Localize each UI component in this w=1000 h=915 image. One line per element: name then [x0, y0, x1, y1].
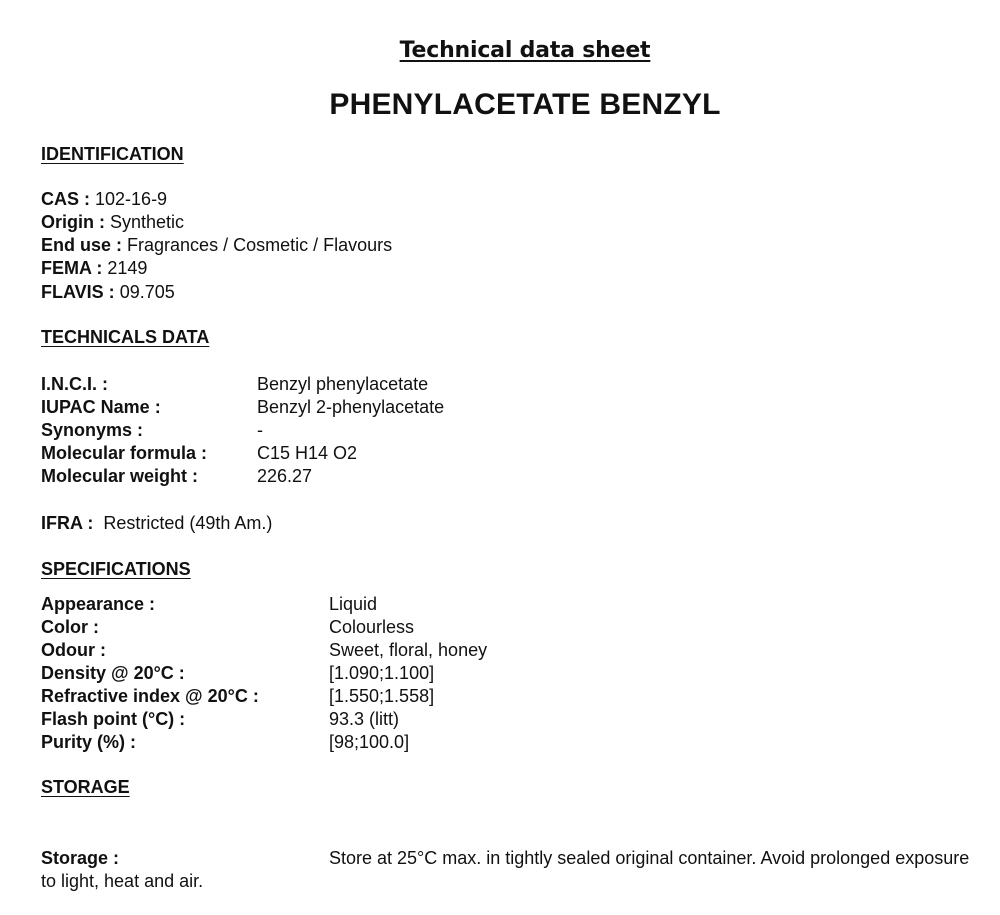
- field-value: -: [257, 420, 263, 440]
- field-label: FEMA :: [41, 258, 103, 278]
- field-label: Origin :: [41, 212, 105, 232]
- field-label: End use :: [41, 235, 123, 255]
- technical-ifra: [41, 512, 272, 535]
- field-value: Store at 25°C max. in tightly sealed original container. Avoid prolonged exposure to light, heat and air.: [41, 848, 970, 891]
- identification-flavis: [41, 281, 175, 304]
- field-value: 09.705: [119, 282, 175, 302]
- field-value: Fragrances / Cosmetic / Flavours: [127, 235, 393, 255]
- field-label: Purity (%) :: [41, 732, 137, 752]
- field-label: Molecular weight :: [41, 466, 199, 486]
- field-label: Flash point (°C) :: [41, 709, 186, 729]
- storage-statement: [41, 847, 971, 893]
- identification-fema: [41, 257, 147, 280]
- field-label: IFRA :: [41, 513, 94, 533]
- product-name: PHENYLACETATE BENZYL: [329, 88, 721, 121]
- storage-heading: STORAGE: [41, 777, 130, 797]
- specifications-heading: SPECIFICATIONS: [41, 559, 191, 579]
- field-label: Storage :: [41, 848, 120, 868]
- field-label: IUPAC Name :: [41, 397, 161, 417]
- field-label: Appearance :: [41, 594, 156, 614]
- field-value: Benzyl phenylacetate: [257, 374, 429, 394]
- field-label: I.N.C.I. :: [41, 374, 108, 394]
- field-value: Sweet, floral, honey: [329, 640, 488, 660]
- identification-end-use: [41, 234, 392, 257]
- field-label: Molecular formula :: [41, 443, 208, 463]
- identification-cas: [41, 188, 167, 211]
- field-value: Restricted (49th Am.): [103, 513, 273, 533]
- identification-heading: IDENTIFICATION: [41, 144, 184, 164]
- field-label: Refractive index @ 20°C :: [41, 686, 259, 706]
- field-value: C15 H14 O2: [257, 443, 358, 463]
- field-value: Liquid: [329, 594, 378, 614]
- field-value: 2149: [107, 258, 148, 278]
- field-value: Benzyl 2-phenylacetate: [257, 397, 445, 417]
- field-value: Colourless: [329, 617, 415, 637]
- field-label: Density @ 20°C :: [41, 663, 185, 683]
- field-label: Synonyms :: [41, 420, 144, 440]
- technical-heading: TECHNICALS DATA: [41, 327, 210, 347]
- field-value: 226.27: [257, 466, 313, 486]
- field-label: CAS :: [41, 189, 90, 209]
- field-value: Synthetic: [110, 212, 185, 232]
- field-label: Odour :: [41, 640, 106, 660]
- field-value: 93.3 (litt): [329, 709, 400, 729]
- field-label: FLAVIS :: [41, 282, 115, 302]
- field-value: [1.550;1.558]: [329, 686, 435, 706]
- identification-origin: [41, 211, 184, 234]
- field-value: [1.090;1.100]: [329, 663, 435, 683]
- field-label: Color :: [41, 617, 99, 637]
- field-value: [98;100.0]: [329, 732, 410, 752]
- document-title: Technical data sheet: [399, 38, 651, 63]
- field-value: 102-16-9: [95, 189, 168, 209]
